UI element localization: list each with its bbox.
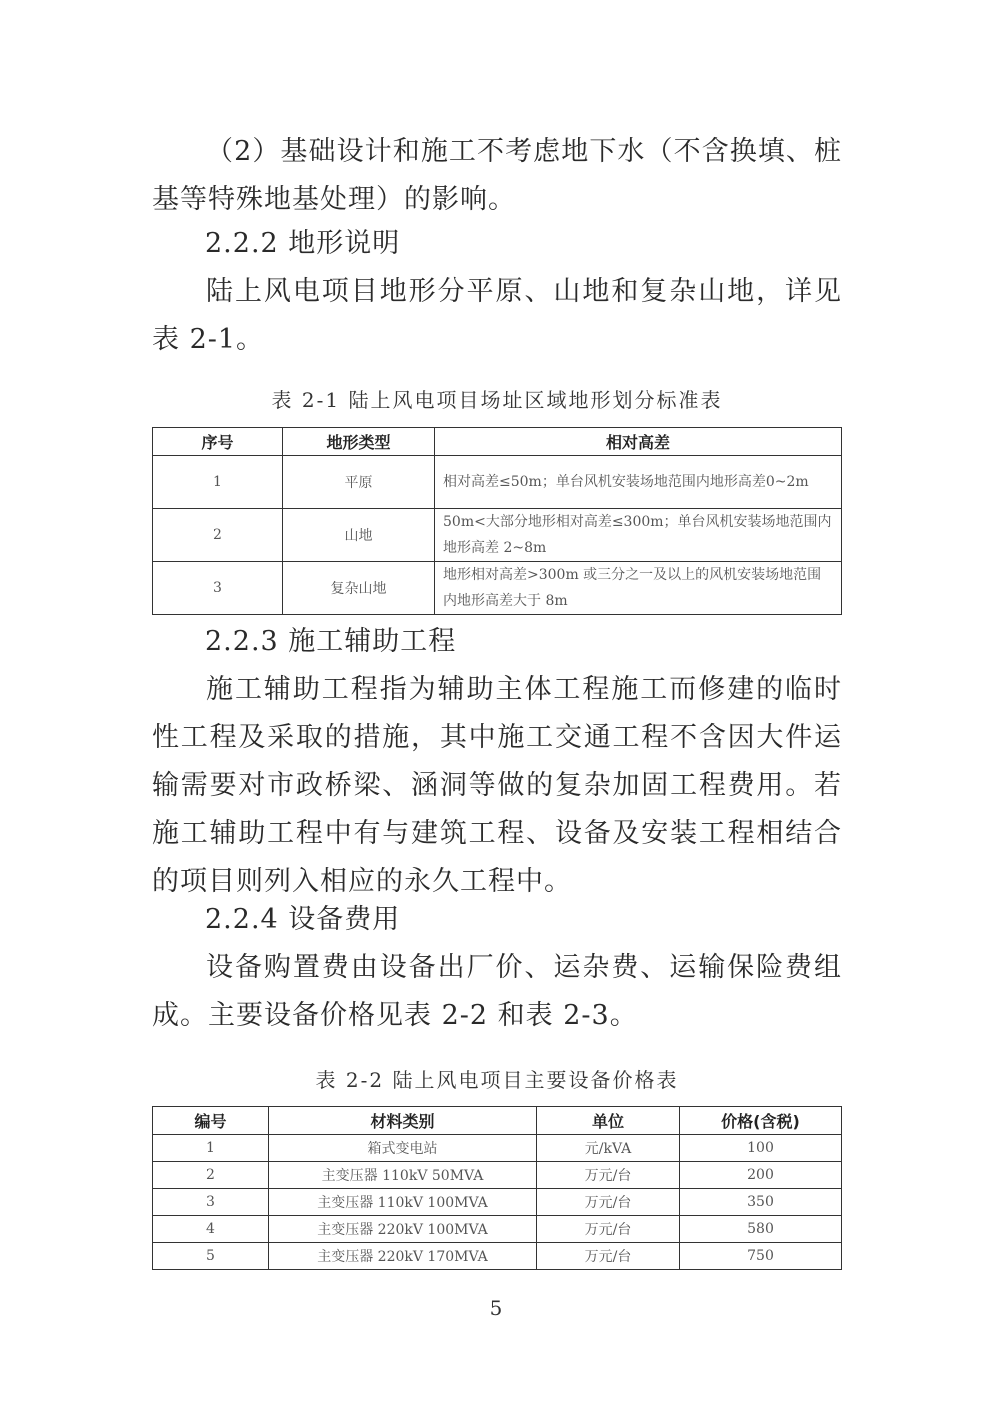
table-row <box>153 1135 842 1162</box>
equipment-price-table <box>152 1106 842 1270</box>
table-row <box>153 1162 842 1189</box>
table-cell: 平原 <box>283 456 435 509</box>
table-cell: 主变压器 110kV 50MVA <box>269 1162 537 1189</box>
table-cell: 主变压器 110kV 100MVA <box>269 1189 537 1216</box>
table-row <box>153 562 842 615</box>
table-row <box>153 1189 842 1216</box>
table-row <box>153 1243 842 1270</box>
table-row <box>153 1216 842 1243</box>
header-cell: 价格(含税) <box>680 1107 842 1135</box>
table-header-row <box>153 1107 842 1135</box>
table-2-caption: 表 2-2 陆上风电项目主要设备价格表 <box>315 1068 679 1092</box>
table-cell: 1 <box>153 1135 269 1162</box>
table-cell: 复杂山地 <box>283 562 435 615</box>
table-1-caption: 表 2-1 陆上风电项目场址区域地形划分标准表 <box>271 388 723 412</box>
table-cell: 山地 <box>283 509 435 562</box>
table-cell: 1 <box>153 456 283 509</box>
terrain-table <box>152 427 842 615</box>
table-row <box>153 456 842 509</box>
table-cell: 主变压器 220kV 100MVA <box>269 1216 537 1243</box>
table-cell: 50m<大部分地形相对高差≤300m；单台风机安装场地范围内地形高差 2~8m <box>435 509 842 562</box>
table-cell: 地形相对高差>300m 或三分之一及以上的风机安装场地范围内地形高差大于 8m <box>435 562 842 615</box>
heading-2-2-4: 2.2.4 设备费用 <box>205 904 401 935</box>
header-cell: 编号 <box>153 1107 269 1135</box>
header-cell: 材料类别 <box>269 1107 537 1135</box>
table-cell: 万元/台 <box>537 1189 680 1216</box>
paragraph-equipment-cost: 设备购置费由设备出厂价、运杂费、运输保险费组成。主要设备价格见表 2-2 和表 2-3。 <box>152 952 842 1031</box>
table-cell: 200 <box>680 1162 842 1189</box>
header-cell: 地形类型 <box>283 428 435 456</box>
table-cell: 箱式变电站 <box>269 1135 537 1162</box>
heading-2-2-3: 2.2.3 施工辅助工程 <box>205 626 457 657</box>
table-cell: 万元/台 <box>537 1216 680 1243</box>
table-cell: 3 <box>153 1189 269 1216</box>
table-row <box>153 509 842 562</box>
table-cell: 万元/台 <box>537 1243 680 1270</box>
table-cell: 4 <box>153 1216 269 1243</box>
table-cell: 750 <box>680 1243 842 1270</box>
header-cell: 相对高差 <box>435 428 842 456</box>
page-number: 5 <box>489 1296 503 1320</box>
table-cell: 主变压器 220kV 170MVA <box>269 1243 537 1270</box>
header-cell: 单位 <box>537 1107 680 1135</box>
table-cell: 3 <box>153 562 283 615</box>
table-cell: 2 <box>153 509 283 562</box>
table-cell: 元/kVA <box>537 1135 680 1162</box>
paragraph-terrain: 陆上风电项目地形分平原、山地和复杂山地，详见表 2-1。 <box>152 276 842 355</box>
paragraph-groundwater: （2）基础设计和施工不考虑地下水（不含换填、桩基等特殊地基处理）的影响。 <box>152 136 842 215</box>
table-cell: 相对高差≤50m；单台风机安装场地范围内地形高差0~2m <box>435 456 842 509</box>
table-cell: 580 <box>680 1216 842 1243</box>
table-cell: 100 <box>680 1135 842 1162</box>
table-cell: 5 <box>153 1243 269 1270</box>
table-cell: 万元/台 <box>537 1162 680 1189</box>
paragraph-auxiliary-works: 施工辅助工程指为辅助主体工程施工而修建的临时性工程及采取的措施，其中施工交通工程不含因大件运输需要对市政桥梁、涵洞等做的复杂加固工程费用。若施工辅助工程中有与建筑工程、设备及安装工程相结合的项目则列入相应的永久工程中。 <box>152 674 842 897</box>
table-header-row <box>153 428 842 456</box>
table-cell: 350 <box>680 1189 842 1216</box>
heading-2-2-2: 2.2.2 地形说明 <box>205 228 401 259</box>
header-cell: 序号 <box>153 428 283 456</box>
table-cell: 2 <box>153 1162 269 1189</box>
